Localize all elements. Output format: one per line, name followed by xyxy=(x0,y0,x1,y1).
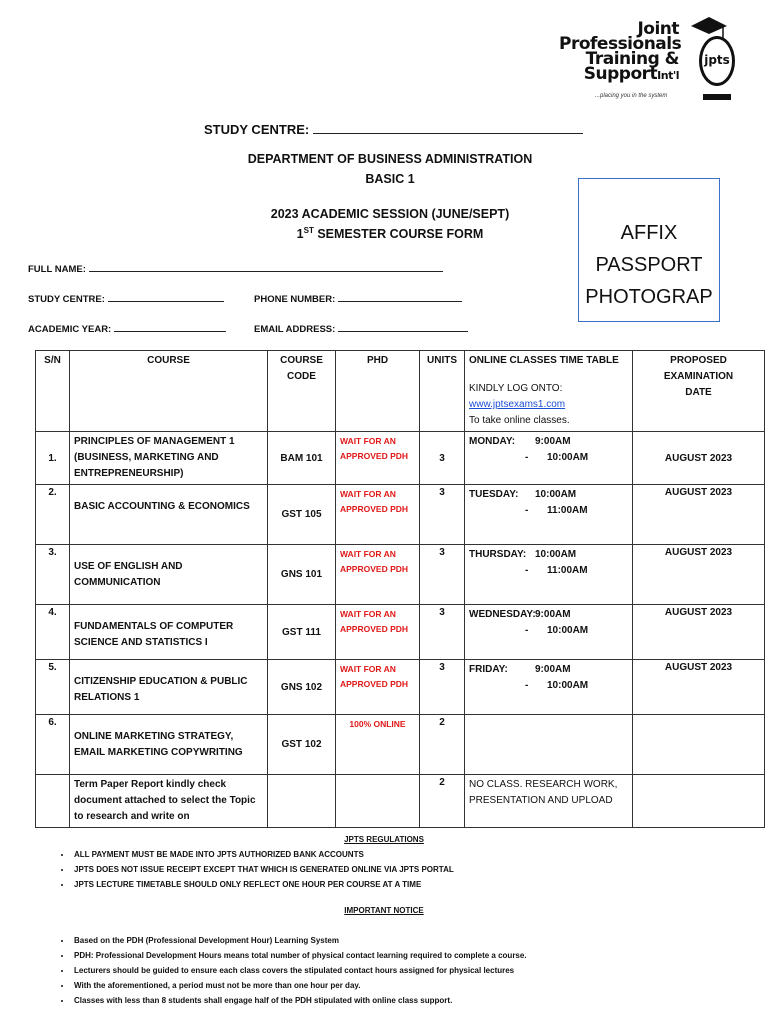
row-units: 2 xyxy=(420,715,465,775)
row-end-time: 10:00AM xyxy=(547,680,589,691)
term-paper-row xyxy=(36,775,765,828)
logo-tagline: ...placing you in the system xyxy=(595,93,668,99)
row-timetable-end-line xyxy=(469,623,628,639)
full-name-field xyxy=(28,264,443,275)
row-sn: 3. xyxy=(36,545,70,605)
row-day: MONDAY: xyxy=(469,436,516,447)
row-course: CITIZENSHIP EDUCATION & PUBLIC RELATIONS 1 xyxy=(70,660,268,715)
row-start-time: 9:00AM xyxy=(535,664,571,675)
row-units: 3 xyxy=(420,432,465,485)
row-code: GNS 102 xyxy=(268,660,336,715)
row-timetable-start-line xyxy=(469,434,628,450)
logo-line-3: Training & xyxy=(585,49,679,69)
header-sn: S/N xyxy=(36,351,70,432)
row-course: PRINCIPLES OF MANAGEMENT 1 (BUSINESS, MARKETING AND ENTREPRENEURSHIP) xyxy=(70,432,268,485)
table-header-row xyxy=(36,351,765,432)
term-paper-units: 2 xyxy=(420,775,465,828)
row-timetable xyxy=(465,715,633,775)
row-sn: 4. xyxy=(36,605,70,660)
regulations-title: JPTS REGULATIONS xyxy=(344,835,424,844)
notice-list xyxy=(0,933,768,1008)
portal-link[interactable]: www.jptsexams1.com xyxy=(469,399,566,410)
row-timetable xyxy=(465,485,633,545)
row-end-time: 11:00AM xyxy=(547,505,588,516)
regulation-item: • ALL PAYMENT MUST BE MADE INTO JPTS AUTHORIZED BANK ACCOUNTS xyxy=(72,847,768,862)
study-centre-line[interactable] xyxy=(108,301,224,302)
time-separator: - xyxy=(525,565,529,576)
row-units: 3 xyxy=(420,485,465,545)
email-label: EMAIL ADDRESS: xyxy=(254,324,336,335)
header-phd: PHD xyxy=(336,351,420,432)
header-tt-login: KINDLY LOG ONTO: xyxy=(469,383,563,394)
semester-num: 1 xyxy=(296,227,304,242)
row-timetable-end-line xyxy=(469,678,628,694)
study-centre-heading-label: STUDY CENTRE: xyxy=(204,122,310,137)
photo-line-2: PASSPORT xyxy=(595,254,703,276)
study-centre-heading-line[interactable] xyxy=(313,133,583,134)
full-name-line[interactable] xyxy=(89,271,443,272)
table-row xyxy=(36,485,765,545)
table-row xyxy=(36,715,765,775)
notice-item: • Classes with less than 8 students shall engage half of the PDH stipulated with online class support. xyxy=(72,993,768,1008)
logo-text xyxy=(559,19,682,84)
photo-line-3: PHOTOGRAP xyxy=(585,286,713,308)
row-day: FRIDAY: xyxy=(469,664,508,675)
row-timetable-start-line xyxy=(469,547,628,563)
regulations-list xyxy=(0,847,768,892)
row-code: GST 105 xyxy=(268,485,336,545)
row-timetable-end-line xyxy=(469,450,628,466)
notice-item: • Based on the PDH (Professional Development Hour) Learning System xyxy=(72,933,768,948)
course-table xyxy=(35,350,765,828)
header-exam-date xyxy=(633,351,765,432)
header-date-2: EXAMINATION xyxy=(663,371,734,382)
time-separator: - xyxy=(525,625,529,636)
photo-line-1: AFFIX xyxy=(620,222,678,244)
row-end-time: 10:00AM xyxy=(547,452,589,463)
row-sn: 1. xyxy=(36,432,70,485)
time-separator: - xyxy=(525,452,529,463)
time-separator: - xyxy=(525,505,529,516)
email-field xyxy=(254,324,468,335)
row-sn: 6. xyxy=(36,715,70,775)
row-sn: 5. xyxy=(36,660,70,715)
row-exam-date: AUGUST 2023 xyxy=(633,545,765,605)
logo-line-1: Joint xyxy=(637,19,679,39)
row-day: WEDNESDAY: xyxy=(469,609,536,620)
row-day: THURSDAY: xyxy=(469,549,527,560)
row-start-time: 9:00AM xyxy=(535,609,571,620)
logo-badge xyxy=(699,36,735,86)
row-course: FUNDAMENTALS OF COMPUTER SCIENCE AND STATISTICS I xyxy=(70,605,268,660)
logo-line-4b: Int'l xyxy=(657,69,679,82)
regulation-item: • JPTS LECTURE TIMETABLE SHOULD ONLY REFLECT ONE HOUR PER COURSE AT A TIME xyxy=(72,877,768,892)
row-course: ONLINE MARKETING STRATEGY, EMAIL MARKETING COPYWRITING xyxy=(70,715,268,775)
row-exam-date: AUGUST 2023 xyxy=(633,432,765,485)
semester-title xyxy=(180,226,600,241)
phone-line[interactable] xyxy=(338,301,462,302)
row-timetable xyxy=(465,605,633,660)
academic-year-line[interactable] xyxy=(114,331,226,332)
header-date-3: DATE xyxy=(685,387,712,398)
row-timetable-start-line xyxy=(469,487,628,503)
row-phd: WAIT FOR AN APPROVED PDH xyxy=(336,660,420,715)
header-code xyxy=(268,351,336,432)
header-tt-title: ONLINE CLASSES TIME TABLE xyxy=(469,355,619,366)
row-course: BASIC ACCOUNTING & ECONOMICS xyxy=(70,485,268,545)
row-timetable-start-line xyxy=(469,662,628,678)
row-exam-date xyxy=(633,715,765,775)
term-paper-date xyxy=(633,775,765,828)
email-line[interactable] xyxy=(338,331,468,332)
header-date-1: PROPOSED xyxy=(670,355,727,366)
phone-label: PHONE NUMBER: xyxy=(254,294,336,305)
row-course: USE OF ENGLISH AND COMMUNICATION xyxy=(70,545,268,605)
header-timetable xyxy=(465,351,633,432)
row-exam-date: AUGUST 2023 xyxy=(633,485,765,545)
row-start-time: 10:00AM xyxy=(535,549,577,560)
row-timetable xyxy=(465,432,633,485)
notice-title: IMPORTANT NOTICE xyxy=(344,906,424,915)
row-phd: 100% ONLINE xyxy=(336,715,420,775)
row-exam-date: AUGUST 2023 xyxy=(633,660,765,715)
logo-line-4 xyxy=(559,64,679,84)
header-units: UNITS xyxy=(420,351,465,432)
header-tt-take: To take online classes. xyxy=(469,415,570,426)
table-row xyxy=(36,605,765,660)
notice-item: • Lecturers should be guided to ensure each class covers the stipulated contact hours assigned for physical lectures xyxy=(72,963,768,978)
row-sn: 2. xyxy=(36,485,70,545)
header-code-2: CODE xyxy=(287,371,316,382)
term-paper-phd xyxy=(336,775,420,828)
row-units: 3 xyxy=(420,605,465,660)
row-code: GST 102 xyxy=(268,715,336,775)
logo-badge-text: jpts xyxy=(704,53,730,67)
table-row xyxy=(36,545,765,605)
session-title: 2023 ACADEMIC SESSION (JUNE/SEPT) xyxy=(270,207,510,221)
study-centre-field xyxy=(28,294,224,305)
department-title: DEPARTMENT OF BUSINESS ADMINISTRATION xyxy=(247,152,533,166)
notice-item: • PDH: Professional Development Hours means total number of physical contact learning required to complete a course. xyxy=(72,948,768,963)
term-paper-course: Term Paper Report kindly check document attached to select the Topic to research and write on xyxy=(70,775,268,828)
logo xyxy=(559,14,735,109)
row-timetable-end-line xyxy=(469,503,628,519)
row-phd: WAIT FOR AN APPROVED PDH xyxy=(336,605,420,660)
row-timetable-end-line xyxy=(469,563,628,579)
regulation-item: • JPTS DOES NOT ISSUE RECEIPT EXCEPT THAT WHICH IS GENERATED ONLINE VIA JPTS PORTAL xyxy=(72,862,768,877)
time-separator: - xyxy=(525,680,529,691)
row-code: GST 111 xyxy=(268,605,336,660)
logo-badge-base xyxy=(703,94,731,100)
table-row xyxy=(36,432,765,485)
row-end-time: 10:00AM xyxy=(547,625,589,636)
table-row xyxy=(36,660,765,715)
notice-item: • With the aforementioned, a period must not be more than one hour per day. xyxy=(72,978,768,993)
phone-field xyxy=(254,294,462,305)
logo-line-4a: Support xyxy=(583,64,658,84)
header-course: COURSE xyxy=(70,351,268,432)
term-paper-code xyxy=(268,775,336,828)
row-exam-date: AUGUST 2023 xyxy=(633,605,765,660)
study-centre-heading xyxy=(204,122,583,137)
semester-sup: ST xyxy=(303,226,314,235)
row-start-time: 9:00AM xyxy=(535,436,571,447)
level-title: BASIC 1 xyxy=(365,172,415,186)
row-start-time: 10:00AM xyxy=(535,489,577,500)
academic-year-label: ACADEMIC YEAR: xyxy=(28,324,112,335)
row-units: 3 xyxy=(420,660,465,715)
full-name-label: FULL NAME: xyxy=(28,264,86,275)
row-code: GNS 101 xyxy=(268,545,336,605)
row-phd: WAIT FOR AN APPROVED PDH xyxy=(336,485,420,545)
row-phd: WAIT FOR AN APPROVED PDH xyxy=(336,432,420,485)
row-timetable xyxy=(465,545,633,605)
term-paper-note: NO CLASS. RESEARCH WORK, PRESENTATION AND UPLOAD xyxy=(465,775,633,828)
logo-line-2: Professionals xyxy=(559,34,682,54)
academic-year-field xyxy=(28,324,226,335)
passport-photo-box[interactable] xyxy=(578,178,720,322)
semester-rest: SEMESTER COURSE FORM xyxy=(317,227,484,242)
term-paper-sn xyxy=(36,775,70,828)
row-end-time: 11:00AM xyxy=(547,565,588,576)
row-code: BAM 101 xyxy=(268,432,336,485)
row-timetable-start-line xyxy=(469,607,628,623)
row-day: TUESDAY: xyxy=(469,489,519,500)
row-units: 3 xyxy=(420,545,465,605)
row-phd: WAIT FOR AN APPROVED PDH xyxy=(336,545,420,605)
row-timetable xyxy=(465,660,633,715)
study-centre-label: STUDY CENTRE: xyxy=(28,294,105,305)
header-code-1: COURSE xyxy=(280,355,323,366)
